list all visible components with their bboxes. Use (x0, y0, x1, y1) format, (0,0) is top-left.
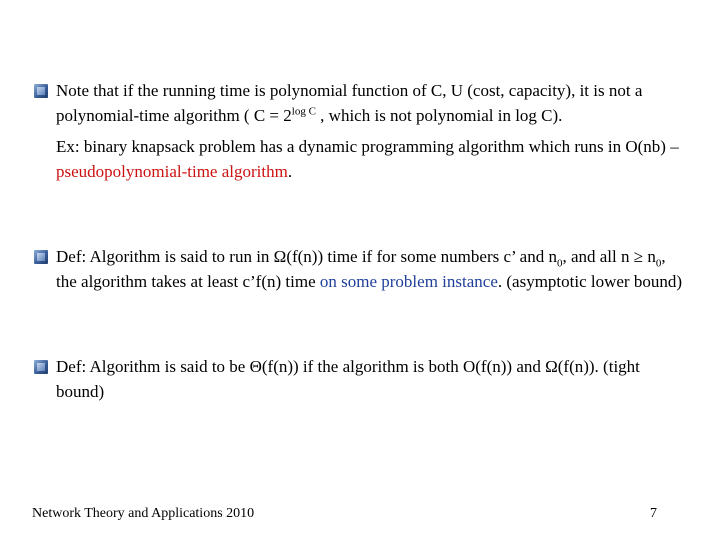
square-bullet-icon (34, 84, 48, 98)
bullet-1-text (56, 78, 684, 128)
page-number: 7 (650, 506, 657, 521)
example-text-b: . (287, 162, 293, 181)
bullet-2-text-a: Def: Algorithm is said to run in Ω(f(n)) time if for some numbers c’ and n (56, 247, 557, 266)
bullet-2 (34, 244, 684, 294)
bullet-3 (34, 354, 684, 404)
bullet-1-text-b: , which is not polynomial in log C). (315, 106, 563, 125)
bullet-1-superscript: log C (291, 105, 316, 118)
bullet-1 (34, 78, 684, 184)
example-highlight: pseudopolynomial-time algorithm (56, 162, 288, 181)
square-bullet-icon (34, 360, 48, 374)
bullet-2-subscript-2: 0 (655, 257, 662, 270)
bullet-1-text-a: Note that if the running time is polynomial function of C, U (cost, capacity), it is not a polynomial-time algorithm ( C = 2 (56, 81, 643, 125)
bullet-2-text (56, 244, 684, 294)
bullet-1-example (56, 134, 684, 184)
bullet-3-text: Def: Algorithm is said to be Θ(f(n)) if the algorithm is both O(f(n)) and Ω(f(n)). (tight bound) (56, 357, 640, 401)
example-text-a: Ex: binary knapsack problem has a dynamic programming algorithm which runs in O(nb) – (56, 137, 679, 156)
bullet-2-text-c: , the algorithm takes at least c’f(n) time (56, 247, 666, 291)
bullet-2-subscript-1: 0 (556, 257, 563, 270)
bullet-2-highlight: on some problem instance (319, 272, 498, 291)
bullet-2-text-d: . (asymptotic lower bound) (497, 272, 683, 291)
footer-title: Network Theory and Applications 2010 (32, 506, 255, 521)
square-bullet-icon (34, 250, 48, 264)
bullet-2-text-b: , and all n ≥ n (562, 247, 656, 266)
